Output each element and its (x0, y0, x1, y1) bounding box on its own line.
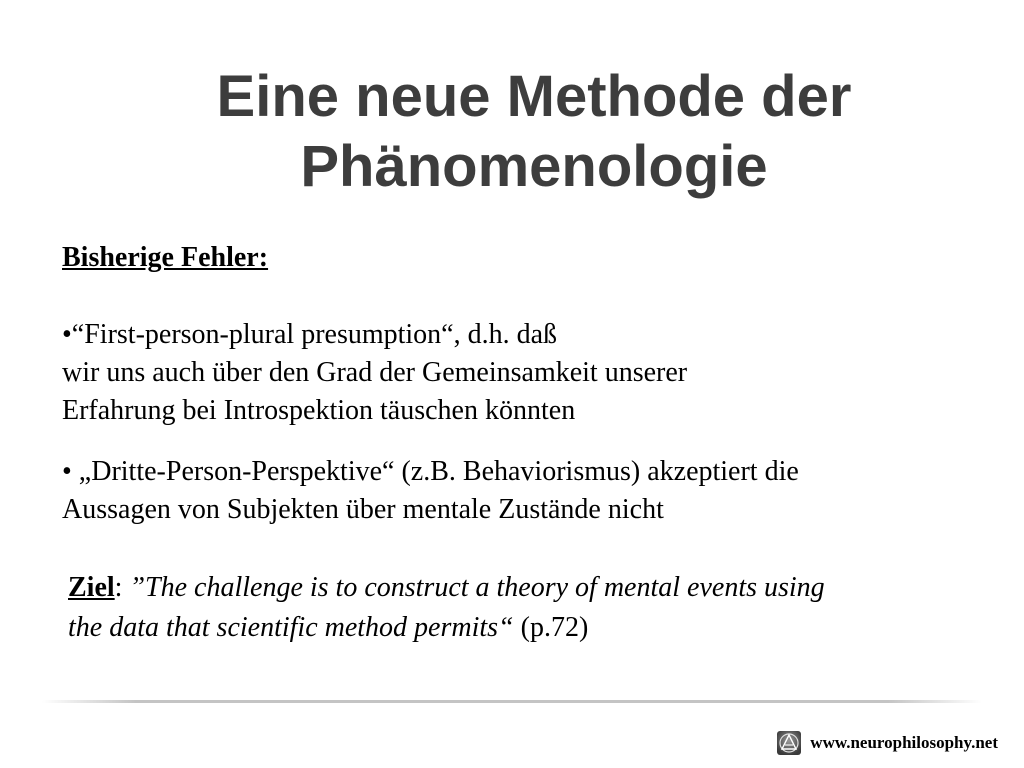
goal-line-2 (68, 608, 825, 648)
goal-quote-part-2: the data that scientific method permits“ (68, 612, 514, 643)
goal-citation: (p.72) (513, 612, 589, 643)
neurophilosophy-logo-icon (776, 730, 802, 756)
bullet-line: Erfahrung bei Introspektion täuschen könnten (62, 395, 576, 426)
slide-title (60, 62, 1008, 202)
footer (776, 730, 998, 756)
bullet-line: wir uns auch über den Grad der Gemeinsamkeit unserer (62, 357, 688, 388)
title-line-1: Eine neue Methode der (216, 64, 852, 129)
bullet-line: •“First-person-plural presumption“, d.h. daß (62, 319, 558, 350)
goal-quote-part-1: ”The challenge is to construct a theory of mental events using (129, 572, 825, 603)
title-line-2: Phänomenologie (300, 134, 768, 199)
footer-divider (42, 700, 982, 703)
bullet-line: • „Dritte-Person-Perspektive“ (z.B. Behaviorismus) akzeptiert die (62, 456, 799, 487)
section-heading: Bisherige Fehler: (62, 242, 269, 273)
goal-label: Ziel (68, 572, 115, 603)
bullet-first-person (62, 316, 687, 430)
bullet-third-person (62, 453, 799, 529)
goal-block (68, 568, 825, 648)
bullet-line: Aussagen von Subjekten über mentale Zustände nicht (62, 494, 664, 525)
goal-line-1 (68, 568, 825, 608)
goal-colon: : (114, 572, 130, 603)
footer-url[interactable]: www.neurophilosophy.net (810, 733, 998, 752)
